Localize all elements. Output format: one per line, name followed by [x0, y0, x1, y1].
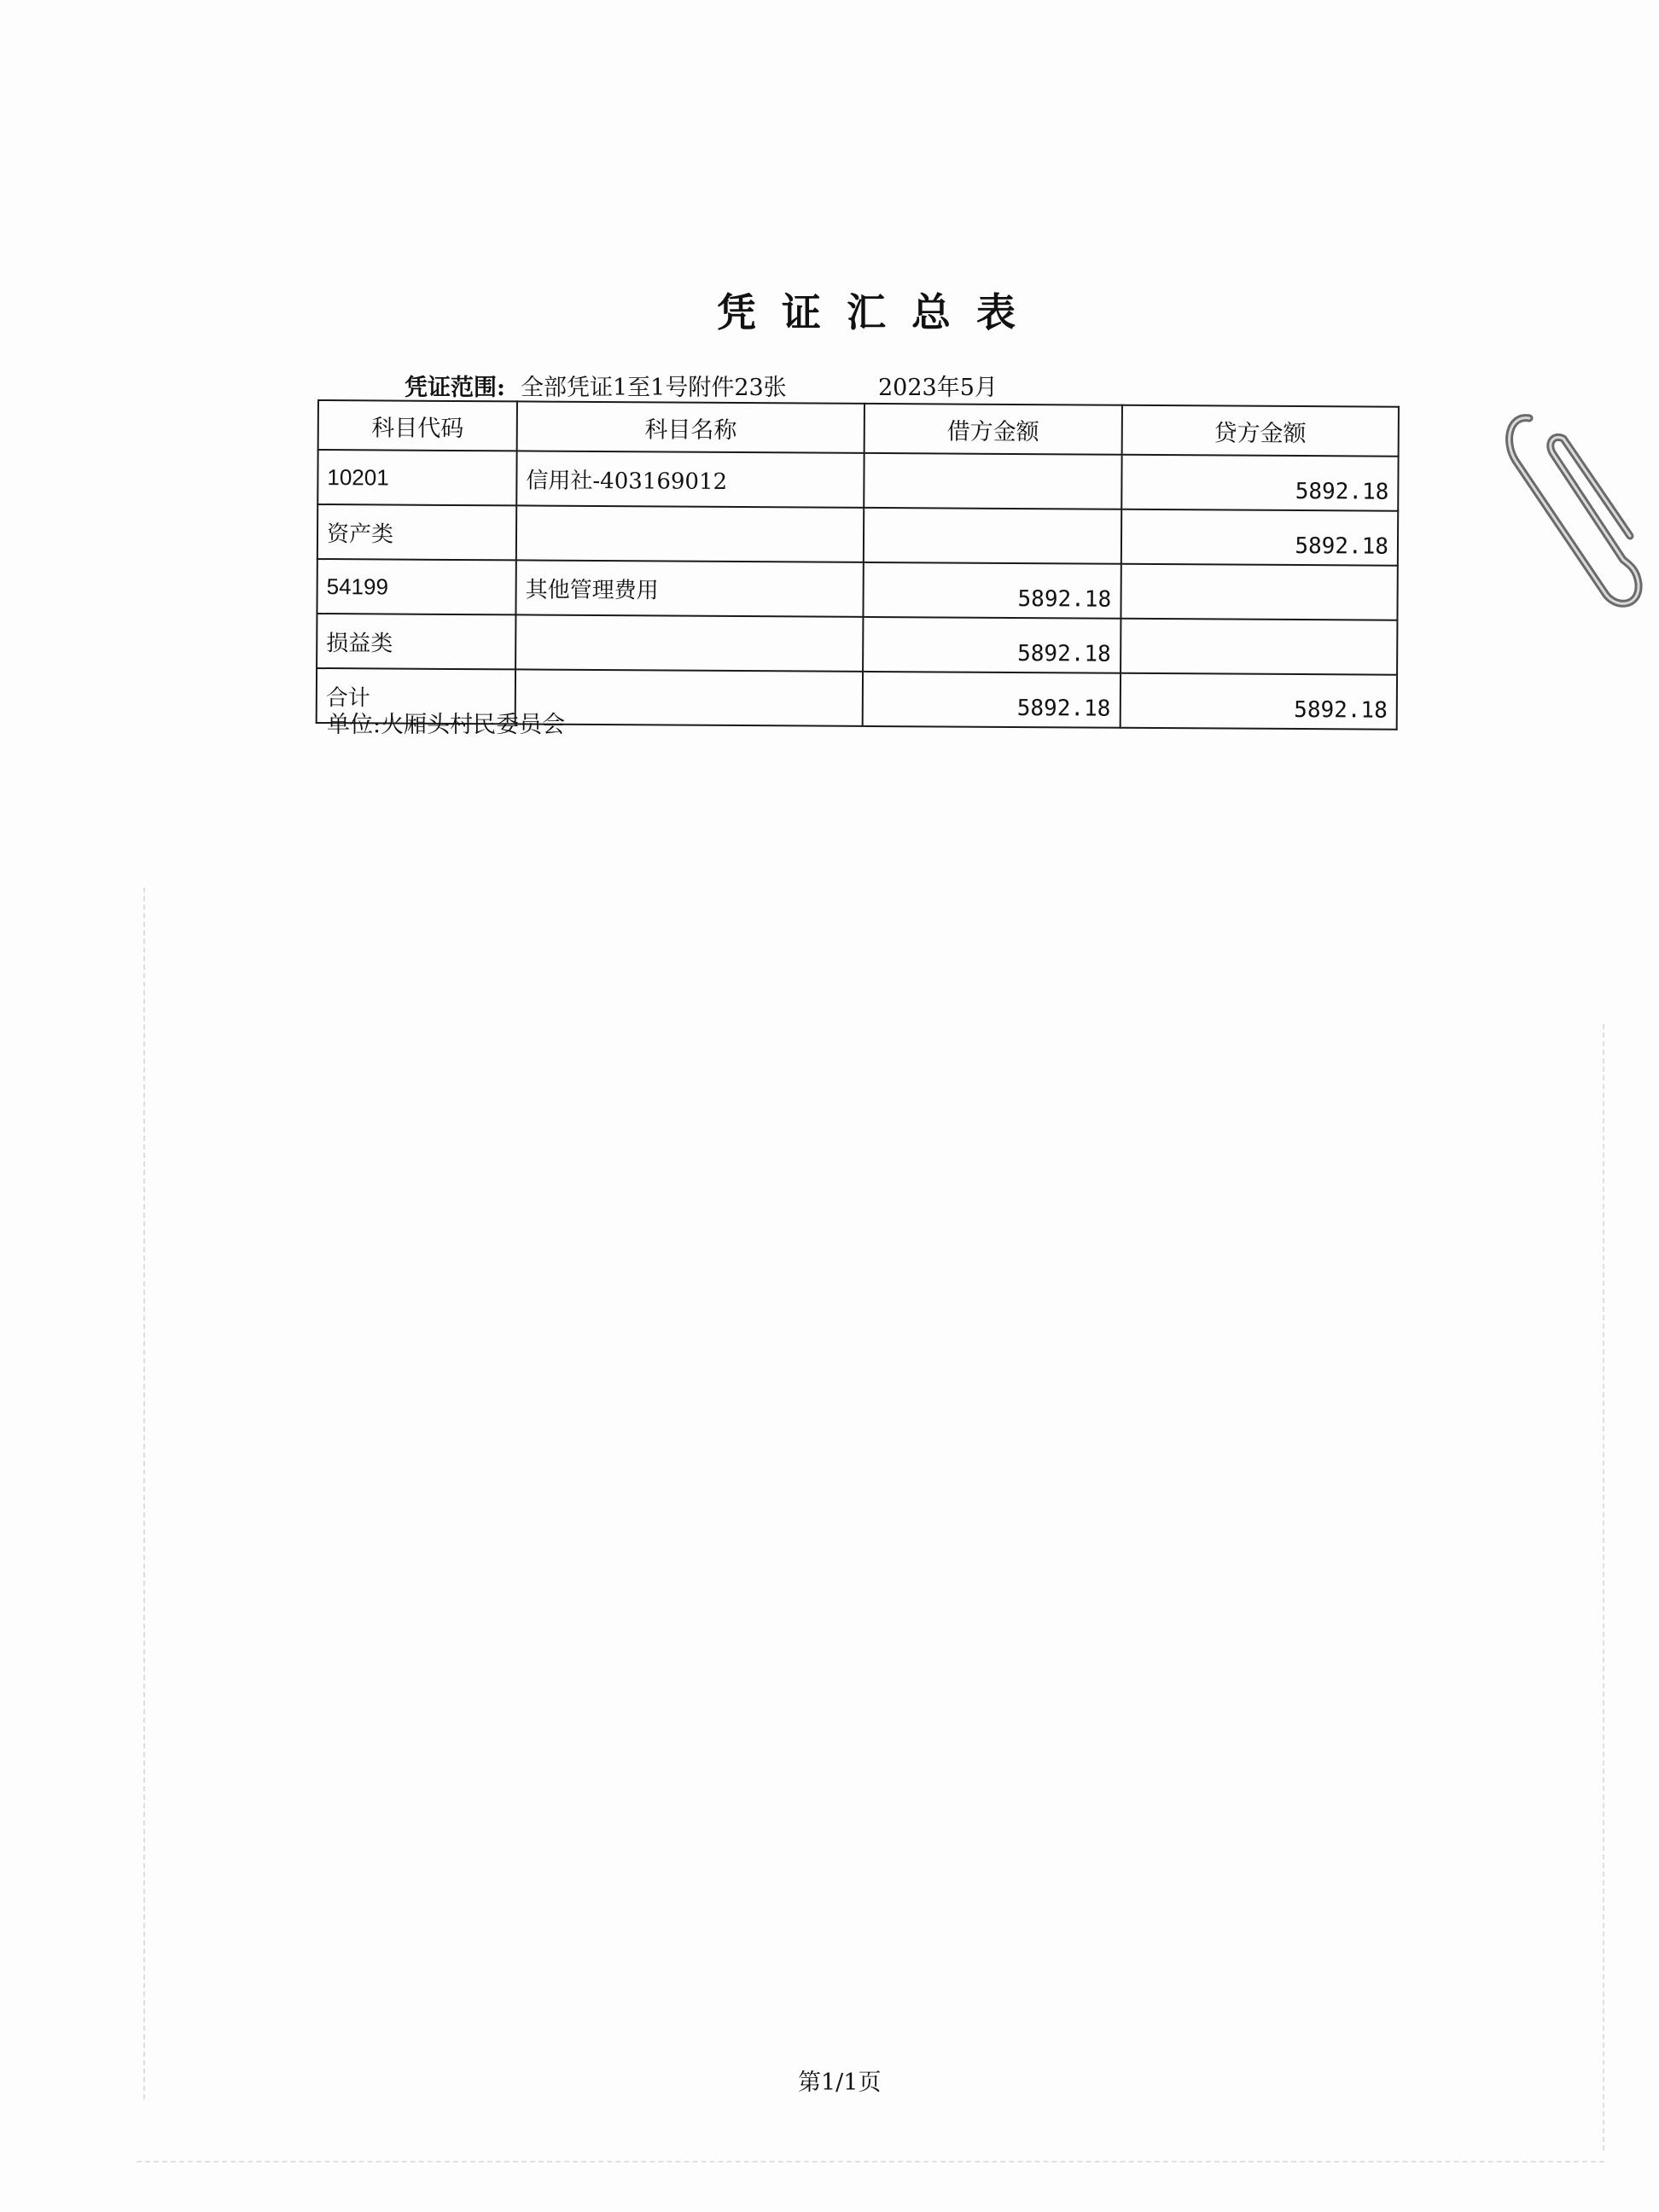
voucher-summary-table	[316, 399, 1400, 731]
cell-account-code: 54199	[317, 559, 515, 614]
table-row	[317, 504, 1398, 566]
scan-edge-left	[143, 888, 147, 2099]
cell-account-name	[516, 505, 864, 562]
page-number: 第1/1页	[798, 2069, 882, 2096]
document-title: 凭证汇总表	[717, 289, 1041, 335]
table-header-row	[318, 400, 1399, 457]
cell-account-name: 其他管理费用	[515, 560, 864, 616]
voucher-range-line	[405, 369, 998, 402]
cell-debit	[864, 508, 1121, 564]
cell-account-code: 资产类	[317, 504, 516, 560]
cell-credit	[1121, 619, 1398, 675]
paperclip-icon	[1504, 408, 1649, 621]
cell-account-code: 合计	[317, 668, 515, 724]
cell-account-code: 损益类	[317, 614, 515, 669]
cell-credit: 5892.18	[1121, 455, 1399, 511]
cell-account-code: 10201	[317, 450, 516, 505]
voucher-range-label: 凭证范围:	[405, 375, 505, 401]
table-row	[317, 450, 1398, 511]
cell-debit: 5892.18	[864, 562, 1121, 619]
cell-account-name	[515, 669, 864, 725]
cell-credit	[1121, 564, 1398, 620]
cell-credit: 5892.18	[1120, 673, 1397, 730]
header-account-code: 科目代码	[318, 400, 517, 451]
scan-edge-right	[1603, 1024, 1606, 2151]
unit-name: 单位:火厢头村民委员会	[327, 712, 566, 738]
header-account-name: 科目名称	[517, 401, 865, 452]
voucher-range-value: 全部凭证1至1号附件23张	[520, 375, 787, 401]
table-row	[317, 559, 1397, 620]
header-credit-amount: 贷方金额	[1121, 405, 1399, 457]
voucher-period: 2023年5月	[878, 375, 998, 401]
cell-debit	[864, 453, 1122, 509]
cell-account-name: 信用社-403169012	[516, 451, 864, 507]
cell-account-name	[515, 614, 864, 671]
cell-debit: 5892.18	[863, 617, 1121, 673]
table-row	[317, 614, 1397, 675]
cell-debit: 5892.18	[863, 672, 1121, 728]
scan-edge-bottom	[137, 2161, 1604, 2164]
header-debit-amount: 借方金额	[864, 404, 1122, 455]
cell-credit: 5892.18	[1121, 509, 1398, 566]
